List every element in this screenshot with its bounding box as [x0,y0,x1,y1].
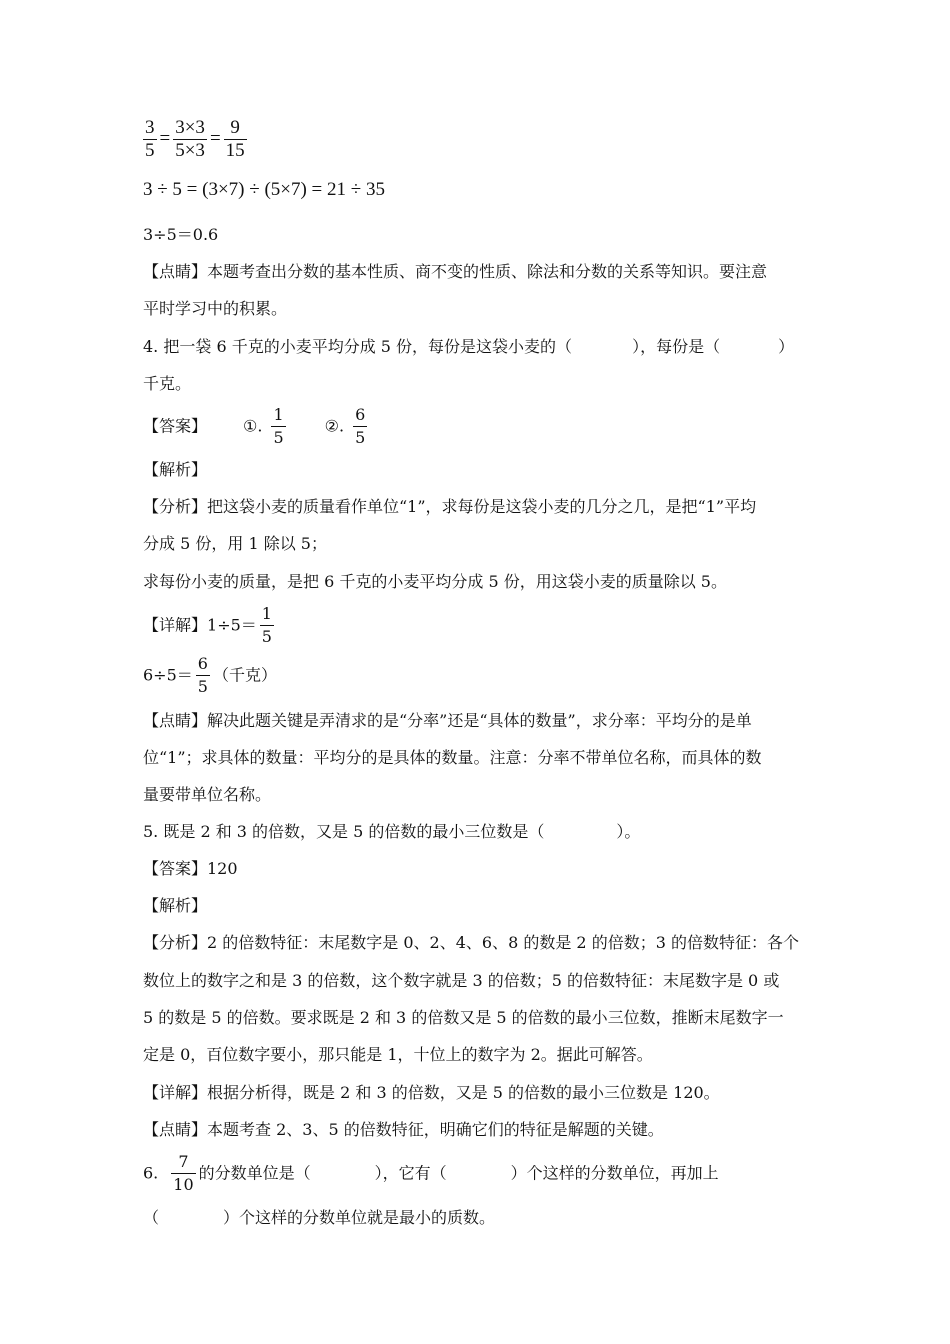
section-label: 【解析】 [143,460,208,479]
question-4-text: 千克。 [143,374,192,393]
fraction: $\frac{7}{10}$ [173,1152,194,1194]
analysis-line: 分成 5 份，用 1 除以 5； [143,534,327,553]
question-6-text: 6. $\frac{7}{10}$ 的分数单位是（ ），它有（ ）个这样的分数单位，再加上 [143,1152,719,1194]
question-6-text: （ ）个这样的分数单位就是最小的质数。 [143,1208,496,1227]
analysis-line: 5 的数是 5 的倍数。要求既是 2 和 3 的倍数又是 5 的倍数的最小三位数，推断末尾数字一 [143,1008,784,1027]
comment-line: 位“1”；求具体的数量：平均分的是具体的数量。注意：分率不带单位名称，而具体的数 [143,748,762,767]
analysis-line: 【分析】把这袋小麦的质量看作单位“1”，求每份是这袋小麦的几分之几，是把“1”平均 [143,497,757,516]
comment-line: 量要带单位名称。 [143,785,272,804]
equation-decimal: 3÷5＝0.6 [143,225,219,244]
section-label: 【解析】 [143,896,208,915]
comment-line: 平时学习中的积累。 [143,299,288,318]
question-4-text: 4. 把一袋 6 千克的小麦平均分成 5 份，每份是这袋小麦的（ ），每份是（ ） [143,337,795,356]
question-5-text: 5. 既是 2 和 3 的倍数，又是 5 的倍数的最小三位数是（ ）。 [143,822,641,841]
detail-line: 【详解】根据分析得，既是 2 和 3 的倍数，又是 5 的倍数的最小三位数是 120。 [143,1083,720,1102]
fraction: $\frac{1}{5}$ [261,604,272,646]
fraction: $\frac{6}{5}$ [355,405,366,447]
detail-line: 【详解】1÷5＝ $\frac{1}{5}$ [143,604,272,646]
fraction: $\frac{3\times 3}{5\times 3}$ [175,117,205,161]
detail-line: 6÷5＝ $\frac{6}{5}$ （千克） [143,654,277,696]
fraction: $\frac{6}{5}$ [197,654,208,696]
comment-line: 【点睛】本题考查 2、3、5 的倍数特征，明确它们的特征是解题的关键。 [143,1120,664,1139]
question-4-answer: 【答案】 ①. $\frac{1}{5}$ ②. $\frac{6}{5}$ [143,405,366,447]
question-5-answer: 【答案】120 [143,859,238,878]
fraction: $\frac{1}{5}$ [273,405,284,447]
comment-line: 【点睛】解决此题关键是弄清求的是“分率”还是“具体的数量”，求分率：平均分的是单 [143,711,752,730]
fraction: $\frac{9}{15}$ [225,117,245,161]
comment-line: 【点睛】本题考查出分数的基本性质、商不变的性质、除法和分数的关系等知识。要注意 [143,262,768,281]
analysis-line: 数位上的数字之和是 3 的倍数，这个数字就是 3 的倍数；5 的倍数特征：末尾数字是 0 或 [143,971,780,990]
equation-fraction-expansion: $\frac{3}{5}$ = $\frac{3\times 3}{5\times 3}$ = $\frac{9}{15}$ [145,117,245,161]
analysis-line: 定是 0，百位数字要小，那只能是 1，十位上的数字为 2。据此可解答。 [143,1045,653,1064]
analysis-line: 【分析】2 的倍数特征：末尾数字是 0、2、4、6、8 的数是 2 的倍数；3 的倍数特征：各个 [143,933,799,952]
analysis-line: 求每份小麦的质量，是把 6 千克的小麦平均分成 5 份，用这袋小麦的质量除以 5。 [143,572,727,591]
fraction: $\frac{3}{5}$ [145,117,155,161]
equation-division-invariance: 3 ÷ 5 = (3×7) ÷ (5×7) = 21 ÷ 35 [143,179,385,200]
